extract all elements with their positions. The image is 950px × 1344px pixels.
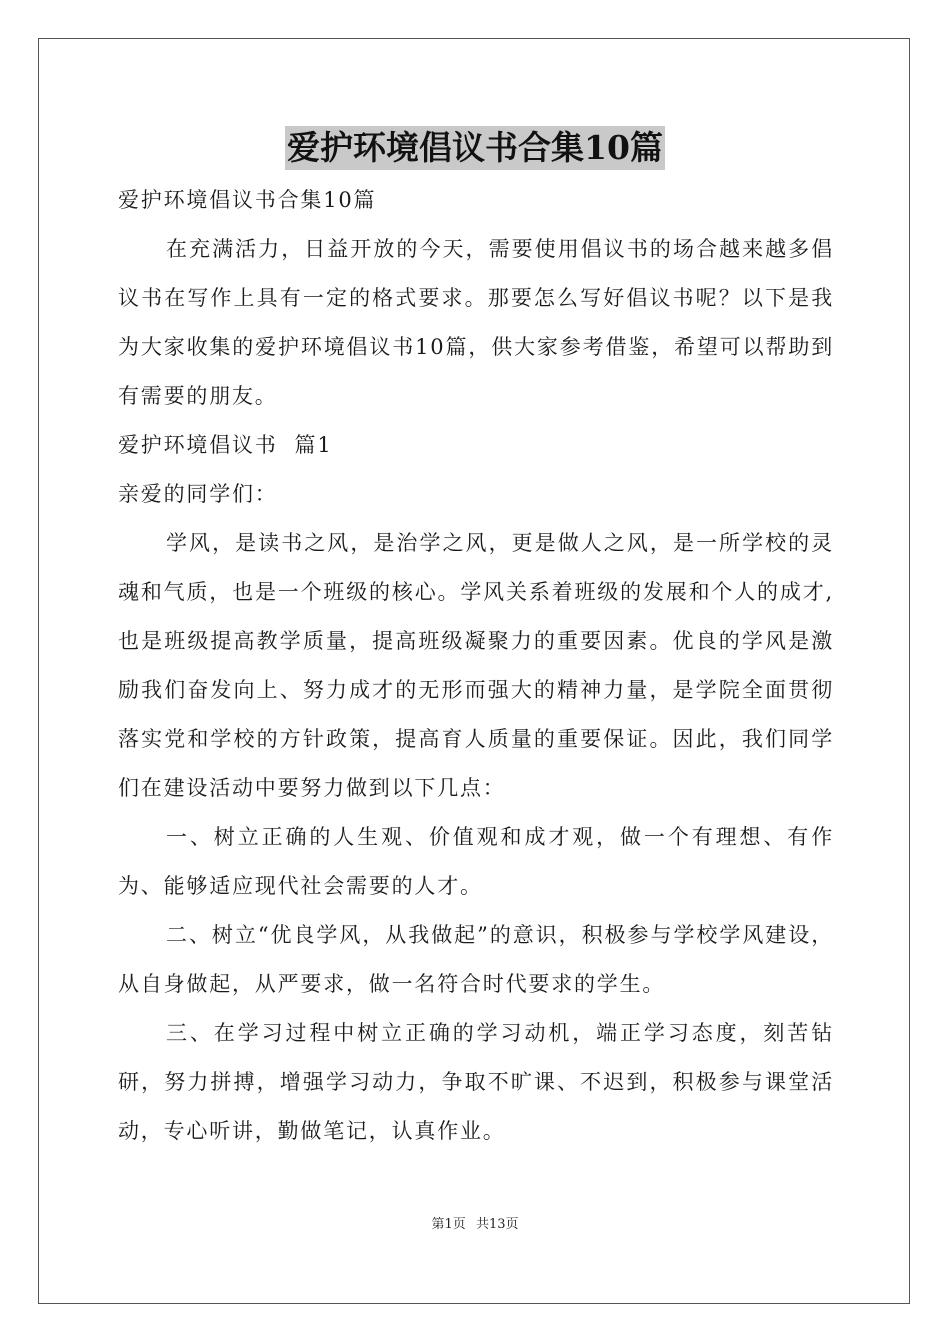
document-title: 爱护环境倡议书合集10篇 xyxy=(285,126,665,170)
page-footer xyxy=(0,1217,950,1233)
section-heading: 爱护环境倡议书 篇1 xyxy=(118,433,333,457)
title-container xyxy=(0,126,950,170)
salutation: 亲爱的同学们： xyxy=(118,482,278,506)
document-subtitle: 爱护环境倡议书合集10篇 xyxy=(118,188,377,212)
body-paragraph: 一、树立正确的人生观、价值观和成才观，做一个有理想、有作为、能够适应现代社会需要的人才。 xyxy=(118,825,834,898)
document-body xyxy=(118,176,834,1156)
body-paragraph: 学风，是读书之风，是治学之风，更是做人之风，是一所学校的灵魂和气质，也是一个班级的核心。学风关系着班级的发展和个人的成才,也是班级提高教学质量，提高班级凝聚力的重要因素。优良的学风是激励我们奋发向上、努力成才的无形而强大的精神力量，是学院全面贯彻落实党和学校的方针政策，提高育人质量的重要保证。因此，我们同学们在建设活动中要努力做到以下几点： xyxy=(118,531,834,800)
body-paragraph: 三、在学习过程中树立正确的学习动机，端正学习态度，刻苦钻研，努力拼搏，增强学习动力，争取不旷课、不迟到，积极参与课堂活动，专心听讲，勤做笔记，认真作业。 xyxy=(118,1021,834,1143)
body-paragraph: 二、树立“优良学风，从我做起”的意识，积极参与学校学风建设，从自身做起，从严要求，做一名符合时代要求的学生。 xyxy=(118,923,834,996)
page-number: 第1页 xyxy=(431,1217,466,1232)
intro-paragraph: 在充满活力，日益开放的今天，需要使用倡议书的场合越来越多倡议书在写作上具有一定的格式要求。那要怎么写好倡议书呢？以下是我为大家收集的爱护环境倡议书10篇，供大家参考借鉴，希望可以帮助到有需要的朋友。 xyxy=(118,237,834,408)
total-pages: 共13页 xyxy=(475,1217,519,1232)
